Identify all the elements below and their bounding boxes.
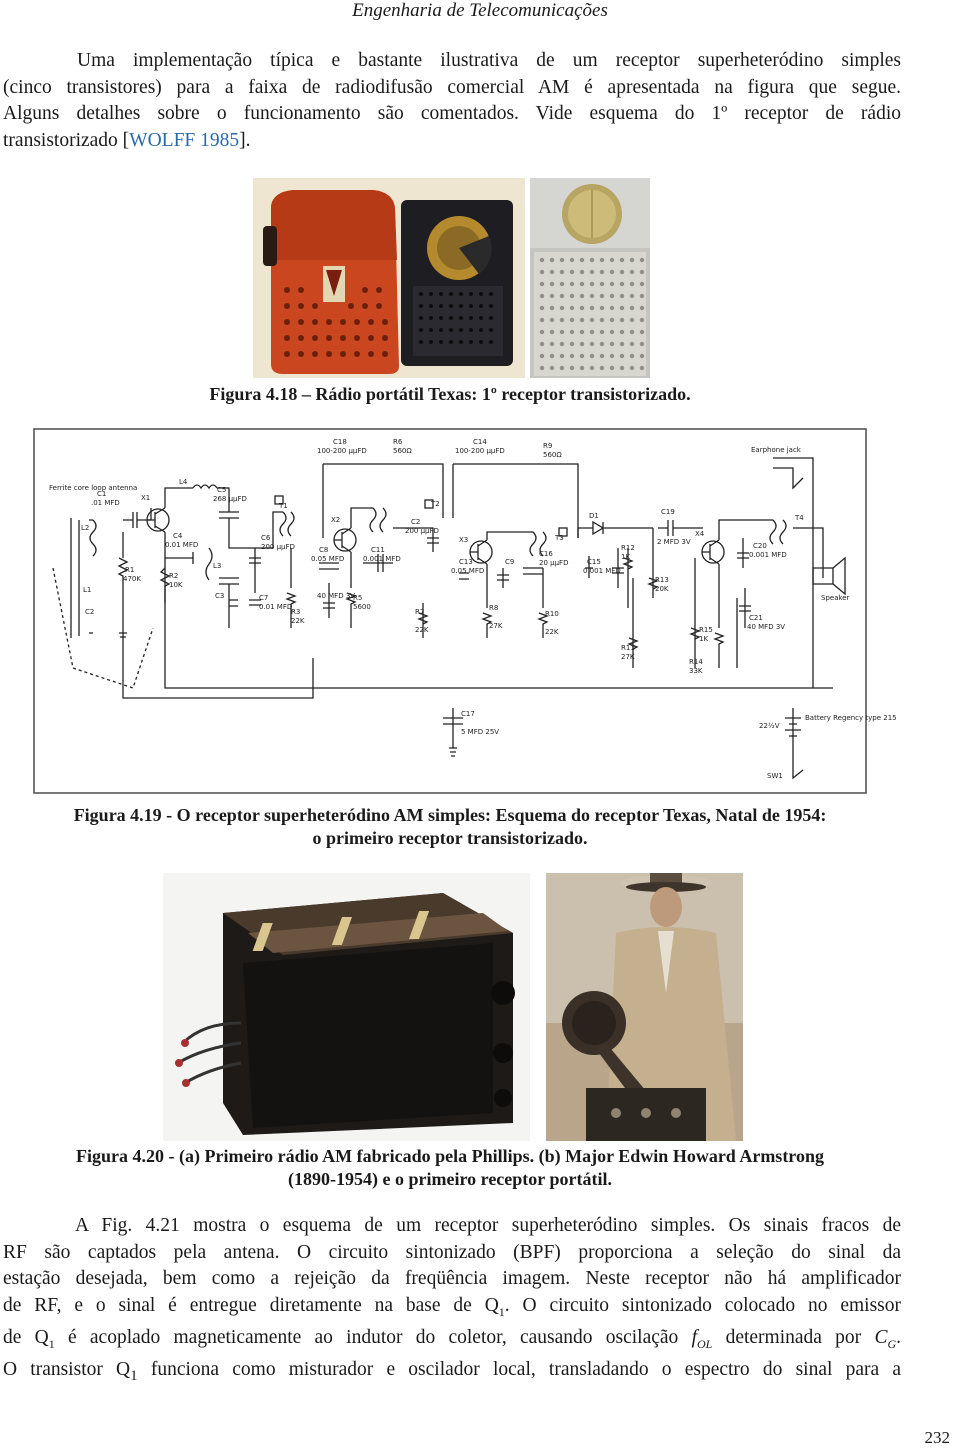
label-r10-value: 22K	[545, 628, 559, 636]
label-c2-antenna: C2	[85, 608, 95, 616]
label-c4-value: 0.01 MFD	[165, 541, 199, 549]
label-c19-value: 2 MFD 3V	[657, 538, 691, 546]
texas-radio-illustration	[253, 178, 525, 378]
label-r12: R12	[621, 544, 635, 552]
label-r9-value: 560Ω	[543, 451, 562, 459]
label-r5: R5	[353, 594, 363, 602]
label-r10: R10	[545, 610, 559, 618]
label-c16: C16	[539, 550, 553, 558]
label-c20: C20	[753, 542, 767, 550]
label-t1: T1	[279, 502, 288, 510]
label-c17: C17	[461, 710, 475, 718]
grille-radio-illustration	[530, 178, 650, 378]
body-line-6: O transistor $Q_1$ funciona como misturador e oscilador local, transladando o espectro do sinal para a	[3, 1359, 901, 1385]
label-x4: X4	[695, 530, 705, 538]
label-c3: C3	[215, 592, 225, 600]
body-line-1: A Fig. 4.21 mostra o esquema de um receptor superheteródino simples. Os sinais fracos de	[75, 1215, 901, 1236]
label-r13: R13	[655, 576, 669, 584]
label-r8: R8	[489, 604, 499, 612]
label-c8-value: 0.05 MFD	[311, 555, 345, 563]
texas-radio-photo	[253, 178, 525, 378]
label-l1: L1	[83, 586, 92, 594]
label-c21: C21	[749, 614, 763, 622]
label-c4: C4	[173, 532, 183, 540]
armstrong-photo	[546, 873, 743, 1141]
figure-4-20-caption	[0, 1145, 900, 1191]
label-c5-value: 268 µµFD	[213, 495, 247, 503]
label-c6-value: 200 µµFD	[261, 543, 295, 551]
intro-line-1: Uma implementação típica e bastante ilustrativa de um receptor superheteródino simples	[77, 50, 901, 71]
label-r11-value: 27K	[621, 653, 635, 661]
label-c20-value: 0.001 MFD	[749, 551, 787, 559]
label-speaker: Speaker	[821, 594, 850, 602]
figure-4-20-caption-line-2: (1890-1954) e o primeiro receptor portátil.	[288, 1169, 612, 1189]
label-c7: C7	[259, 594, 269, 602]
label-l2: L2	[81, 524, 90, 532]
label-c21-value: 40 MFD 3V	[747, 623, 786, 631]
label-c16-value: 20 µµFD	[539, 559, 569, 567]
label-r1-value: 470K	[123, 575, 141, 583]
label-t3: T3	[555, 534, 564, 542]
label-r14: R14	[689, 658, 703, 666]
label-r7-value: 22K	[415, 626, 429, 634]
label-l3: L3	[213, 562, 222, 570]
phillips-radio-illustration	[163, 873, 530, 1141]
label-c8: C8	[319, 546, 329, 554]
label-c19: C19	[661, 508, 675, 516]
label-c7-value: 0.01 MFD	[259, 603, 293, 611]
label-r9: R9	[543, 442, 553, 450]
label-r6: R6	[393, 438, 403, 446]
label-t4: T4	[795, 514, 804, 522]
intro-paragraph	[3, 48, 901, 154]
body-line-4: de RF, e o sinal é entregue diretamente na base de $Q_1$. O circuito sintonizado colocado no emissor	[3, 1294, 901, 1319]
label-c13-value: 0.05 MFD	[451, 567, 485, 575]
label-r7: R7	[415, 608, 425, 616]
label-c17-value: 5 MFD 25V	[461, 728, 500, 736]
label-c1-value: .01 MFD	[91, 499, 120, 507]
label-x1: X1	[141, 494, 151, 502]
label-r3: R3	[291, 608, 301, 616]
citation-link[interactable]: WOLFF 1985	[129, 129, 240, 151]
figure-4-19-caption-line-2: o primeiro receptor transistorizado.	[312, 828, 588, 848]
label-c15-value: 0.001 MFD	[583, 567, 621, 575]
label-c1: C1	[97, 490, 107, 498]
label-r15-value: 1K	[699, 635, 709, 643]
label-r6-value: 560Ω	[393, 447, 412, 455]
intro-line-4: transistorizado [WOLFF 1985].	[3, 129, 251, 151]
receiver-schematic	[33, 428, 897, 798]
label-c14-value: 100-200 µµFD	[455, 447, 505, 455]
figure-4-20-caption-line-1: Figura 4.20 - (a) Primeiro rádio AM fabricado pela Phillips. (b) Major Edwin Howard Armstrong	[76, 1146, 824, 1166]
body-line-3: estação desejada, bem como a rejeição da freqüência imagem. Neste receptor não há amplificador	[3, 1268, 901, 1289]
label-c13: C13	[459, 558, 473, 566]
label-c18-value: 100-200 µµFD	[317, 447, 367, 455]
armstrong-illustration	[546, 873, 743, 1141]
label-c11: C11	[371, 546, 385, 554]
label-earphone: Earphone jack	[751, 446, 801, 454]
label-c5: C5	[217, 486, 227, 494]
label-x3: X3	[459, 536, 469, 544]
figure-4-18-caption: Figura 4.18 – Rádio portátil Texas: 1º receptor transistorizado.	[209, 384, 691, 404]
label-r15: R15	[699, 626, 713, 634]
label-c9: C9	[505, 558, 515, 566]
label-c2-value: 200 µµFD	[405, 527, 439, 535]
body-line-2: RF são captados pela antena. O circuito sintonizado (BPF) proporciona a seleção do sinal da	[3, 1241, 901, 1263]
label-c2: C2	[411, 518, 421, 526]
grille-radio-photo	[530, 178, 650, 378]
body-paragraph	[3, 1213, 901, 1390]
label-c11-value: 0.001 MFD	[363, 555, 401, 563]
label-r12-value: 1K	[621, 553, 631, 561]
label-switch: SW1	[767, 772, 783, 780]
running-header: Engenharia de Telecomunicações	[352, 0, 608, 21]
label-x2: X2	[331, 516, 341, 524]
label-t2: T2	[431, 500, 440, 508]
schematic-drawing	[33, 428, 897, 798]
figure-4-19-caption	[0, 804, 900, 850]
label-l4: L4	[179, 478, 188, 486]
body-line-5: de $Q_1$ é acoplado magneticamente ao indutor do coletor, causando oscilação $f_{OL}$ determinada por $C_G$.	[3, 1326, 901, 1351]
label-battery-voltage: 22½V	[759, 722, 780, 730]
label-r2-value: 10K	[169, 581, 183, 589]
label-c15: C15	[587, 558, 601, 566]
label-d1: D1	[589, 512, 599, 520]
label-c18: C18	[333, 438, 347, 446]
label-r8-value: 27K	[489, 622, 503, 630]
label-r3-value: 22K	[291, 617, 305, 625]
label-r14-value: 33K	[689, 667, 703, 675]
intro-line-3: Alguns detalhes sobre o funcionamento são comentados. Vide esquema do 1º receptor de rádio	[3, 103, 901, 124]
label-c14: C14	[473, 438, 487, 446]
label-r5-value: 5600	[353, 603, 371, 611]
label-r2: R2	[169, 572, 179, 580]
label-battery: Battery Regency type 215	[805, 714, 897, 722]
phillips-radio-photo	[163, 873, 530, 1141]
label-r11: R11	[621, 644, 635, 652]
intro-line-2: (cinco transistores) para a faixa de radiodifusão comercial AM é apresentada na figura que segue.	[3, 76, 901, 98]
label-r13-value: 20K	[655, 585, 669, 593]
label-c9-value: 40 MFD 3V	[317, 592, 356, 600]
label-c6: C6	[261, 534, 271, 542]
figure-4-19-caption-line-1: Figura 4.19 - O receptor superheteródino AM simples: Esquema do receptor Texas, Natal de 1954:	[73, 805, 827, 825]
label-ferrite-antenna: Ferrite core loop antenna	[49, 484, 138, 492]
label-r1: R1	[125, 566, 135, 574]
page-number: 232	[924, 1428, 950, 1447]
